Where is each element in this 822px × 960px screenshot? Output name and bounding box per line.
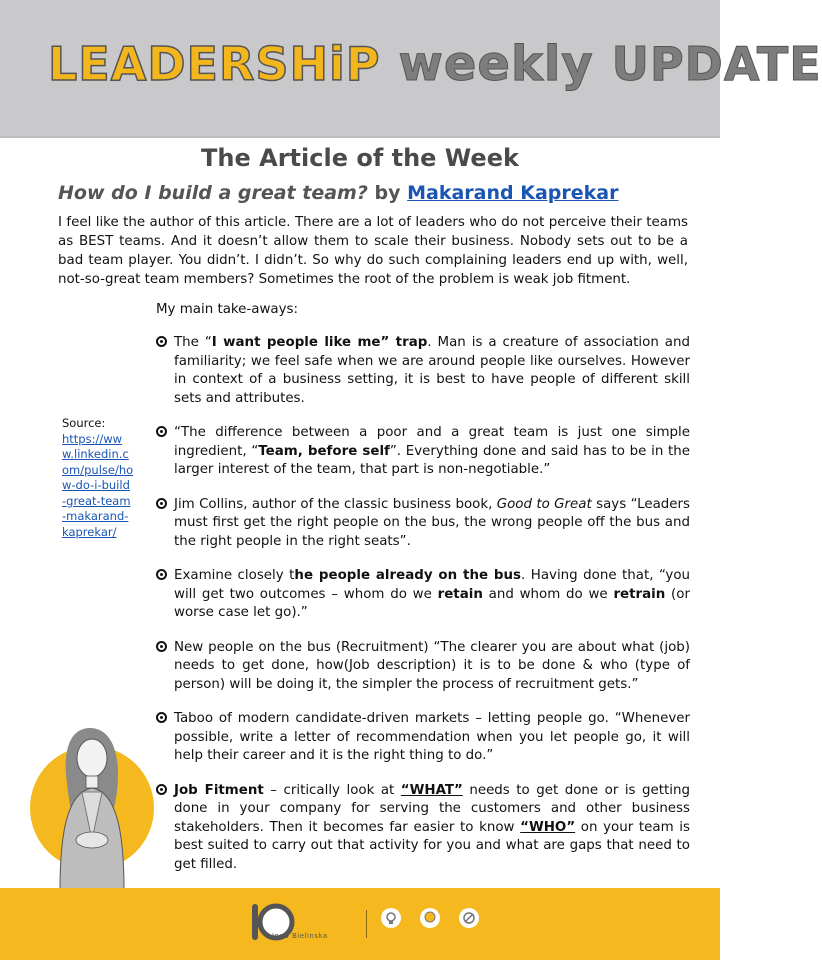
article-headline — [58, 182, 618, 204]
bulb-bright-icon — [417, 906, 443, 936]
list-item: New people on the bus (Recruitment) “The clearer you are about what (job) needs to get done, how(Job description) it is to be done & who (type of person) will be doing it, the simpler the process of recruitment gets.” — [156, 639, 690, 695]
list-item: Jim Collins, author of the classic business book, Good to Great says “Leaders must first get the right people on the bus, the wrong people off the bus and the right people in the right seats”. — [156, 496, 690, 552]
bullet-icon — [156, 426, 167, 437]
takeaways-list — [156, 334, 690, 874]
bullet-icon — [156, 498, 167, 509]
newsletter-title — [48, 36, 822, 92]
source-label: Source: — [62, 416, 106, 430]
lightbulb-icon — [378, 906, 404, 936]
compass-icon — [456, 906, 482, 936]
footer-divider — [366, 910, 367, 938]
list-item: Job Fitment – critically look at “WHAT” needs to get done or is getting done in your company for serving the customers and other business stakeholders. Then it becomes far easier to know “WHO” on your team is best suited to carry out that activity for you and what are gaps that need to get filled. — [156, 782, 690, 875]
banner-word-weekly: weekly — [398, 36, 594, 92]
brand-wordmark: Inga Bielinska — [272, 932, 328, 940]
list-item: “The difference between a poor and a great team is just one simple ingredient, “Team, before self”. Everything done and said has to be in the larger interest of the team, that part is non-negotiable.” — [156, 424, 690, 480]
brand-logo — [246, 898, 356, 950]
neck-shape — [86, 776, 98, 788]
face-shape — [77, 739, 107, 777]
list-item: Examine closely the people already on the bus. Having done that, “you will get two outcomes – whom do we retain and whom do we retrain (or worse case let go).” — [156, 567, 690, 623]
intro-paragraph: I feel like the author of this article. There are a lot of leaders who do not perceive their teams as BEST teams. And it doesn’t allow them to scale their business. Nobody sets out to be a bad team player. You didn’t. I didn’t. So why do such complaining leaders end up with, well, not-so-great team members? Sometimes the root of the problem is weak job fitment. — [58, 215, 688, 287]
headline-by: by — [374, 182, 401, 204]
section-title: The Article of the Week — [201, 144, 519, 172]
headline-question: How do I build a great team? — [58, 182, 368, 204]
footer-bar — [0, 888, 720, 960]
source-note — [62, 416, 134, 540]
takeaways-lead: My main take-aways: — [156, 302, 299, 317]
banner-word-leadership: LEADERSHiP — [48, 37, 381, 91]
bullet-icon — [156, 569, 167, 580]
footer-icons — [378, 906, 490, 936]
author-link[interactable]: Makarand Kaprekar — [407, 182, 619, 204]
source-link[interactable]: https://www.linkedin.com/pulse/how-do-i-build-great-team-makarand-kaprekar/ — [62, 431, 134, 539]
bullet-icon — [156, 336, 167, 347]
banner-word-update: UPDATE — [611, 37, 822, 91]
author-portrait-illustration — [30, 690, 160, 890]
header-banner — [0, 0, 822, 138]
list-item: Taboo of modern candidate-driven markets – letting people go. “Whenever possible, write a letter of recommendation when you let people go, it will help their career and it is the right thing to do.” — [156, 710, 690, 766]
hands-shape — [76, 832, 108, 848]
bullet-icon — [156, 641, 167, 652]
list-item: The “I want people like me” trap. Man is a creature of association and familiarity; we feel safe when we are around people like ourselves. However in context of a business setting, it is best to have people of different skill sets and attributes. — [156, 334, 690, 408]
